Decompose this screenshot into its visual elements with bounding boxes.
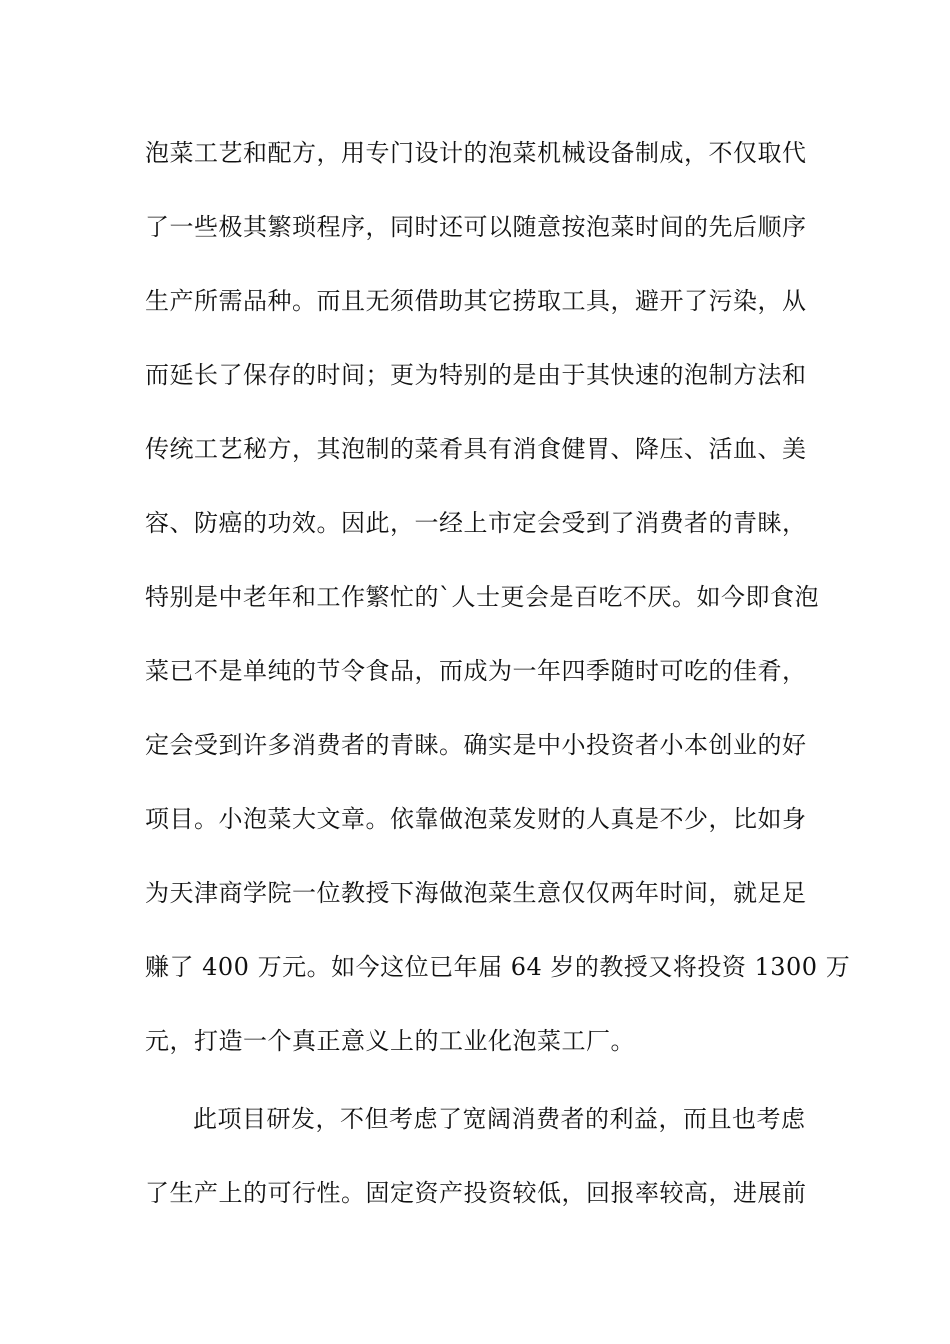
text-line: 传统工艺秘方，其泡制的菜肴具有消食健胃、降压、活血、美 [145, 435, 807, 463]
text-line: 了一些极其繁琐程序，同时还可以随意按泡菜时间的先后顺序 [145, 213, 807, 241]
text-line: 赚了 400 万元。如今这位已年届 64 岁的教授又将投资 1300 万 [145, 953, 851, 981]
text-line: 项目。小泡菜大文章。依靠做泡菜发财的人真是不少，比如身 [145, 805, 807, 833]
text-line: 元，打造一个真正意义上的工业化泡菜工厂。 [145, 1027, 635, 1055]
text-line: 生产所需品种。而且无须借助其它捞取工具，避开了污染，从 [145, 287, 807, 315]
text-line: 特别是中老年和工作繁忙的`人士更会是百吃不厌。如今即食泡 [145, 583, 819, 611]
paragraph-start-line: 此项目研发，不但考虑了宽阔消费者的利益，而且也考虑 [193, 1105, 806, 1133]
text-line: 为天津商学院一位教授下海做泡菜生意仅仅两年时间，就足足 [145, 879, 807, 907]
text-line: 了生产上的可行性。固定资产投资较低，回报率较高，进展前 [145, 1179, 807, 1207]
text-line: 定会受到许多消费者的青睐。确实是中小投资者小本创业的好 [145, 731, 807, 759]
text-line: 容、防癌的功效。因此，一经上市定会受到了消费者的青睐， [145, 509, 807, 537]
text-line: 泡菜工艺和配方，用专门设计的泡菜机械设备制成，不仅取代 [145, 139, 807, 167]
text-line: 而延长了保存的时间；更为特别的是由于其快速的泡制方法和 [145, 361, 807, 389]
text-line: 菜已不是单纯的节令食品，而成为一年四季随时可吃的佳肴， [145, 657, 807, 685]
